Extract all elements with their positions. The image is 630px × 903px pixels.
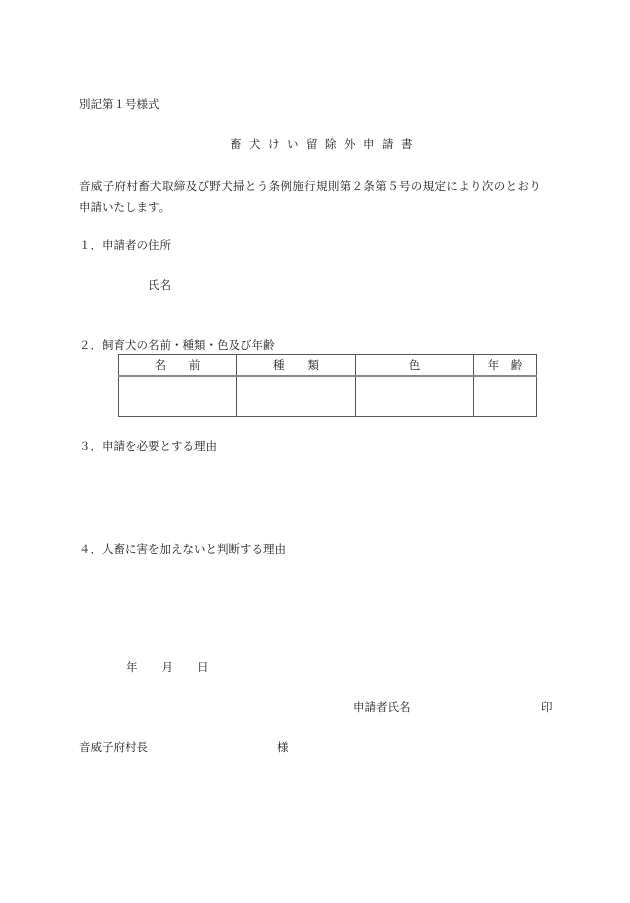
year-label: 年 [126,660,138,674]
table-row [119,376,537,417]
honorific: 様 [277,740,289,754]
section1-heading: １．申請者の住所 [79,238,171,252]
table-header-row [119,355,537,377]
dog-info-table [118,354,537,417]
seal-label: 印 [541,700,553,714]
section3-heading: ３．申請を必要とする理由 [79,439,217,453]
cell-dog-color[interactable] [356,376,474,417]
document-title: 畜犬けい留除外申請書 [230,137,420,151]
intro-text-line2: 申請いたします。 [79,200,171,214]
section2-heading: ２．飼育犬の名前・種類・色及び年齢 [79,338,275,352]
date-line [126,660,209,674]
applicant-signature-label: 申請者氏名 [353,700,411,714]
applicant-name-label: 氏名 [148,278,171,292]
header-dog-age: 年 齢 [474,355,537,377]
header-dog-color: 色 [356,355,474,377]
cell-dog-breed[interactable] [237,376,356,417]
header-dog-breed: 種 類 [237,355,356,377]
day-label: 日 [197,660,209,674]
addressee: 音威子府村長 [79,740,148,754]
month-label: 月 [161,660,173,674]
header-dog-name: 名 前 [119,355,237,377]
cell-dog-age[interactable] [474,376,537,417]
cell-dog-name[interactable] [119,376,237,417]
form-number-label: 別記第１号様式 [79,97,160,111]
intro-text-line1: 音威子府村畜犬取締及び野犬掃とう条例施行規則第２条第５号の規定により次のとおり [79,179,542,193]
section4-heading: ４．人畜に害を加えないと判断する理由 [79,542,286,556]
